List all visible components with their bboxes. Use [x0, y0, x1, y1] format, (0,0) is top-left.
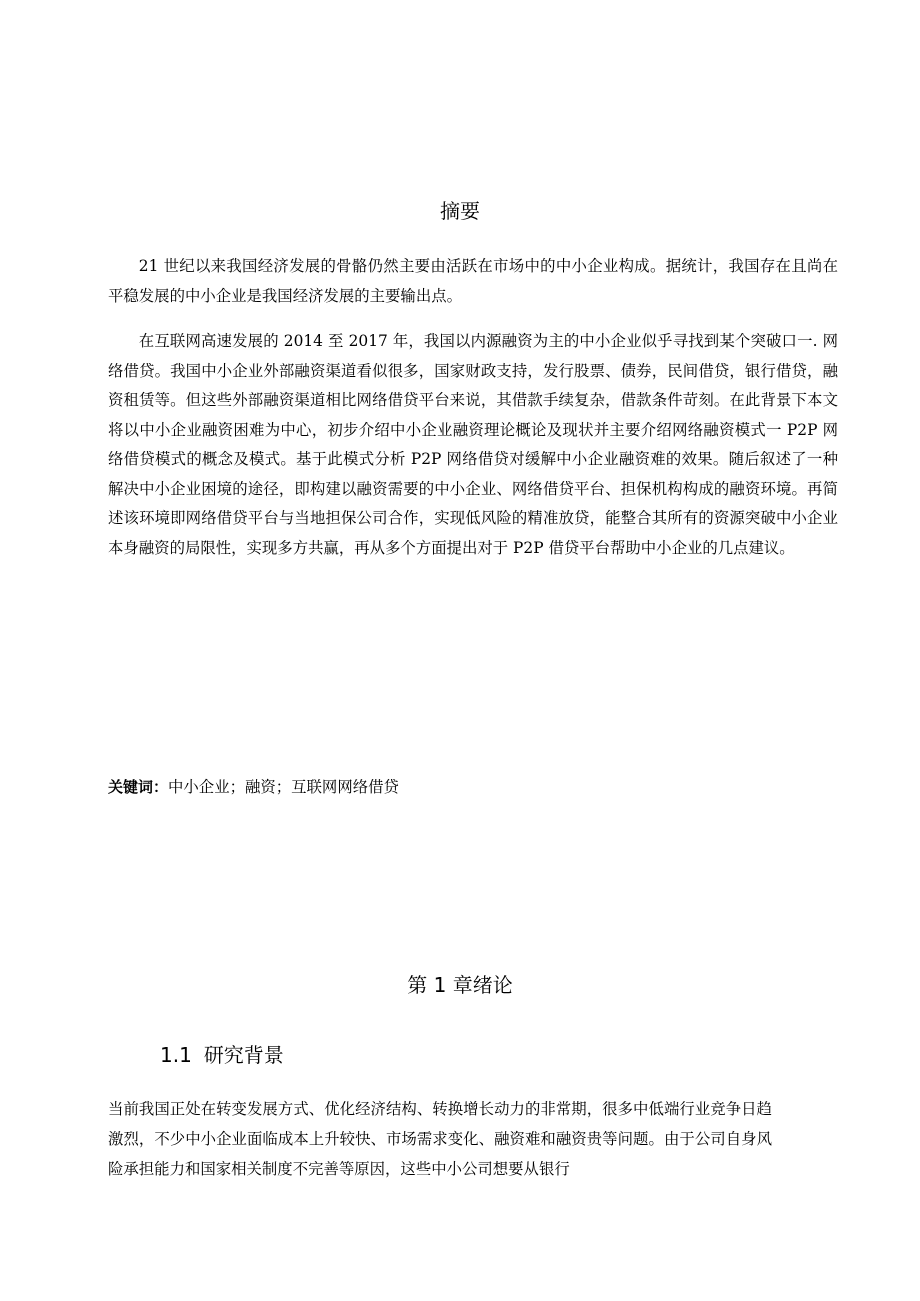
keywords-value: 中小企业；融资；互联网网络借贷: [168, 778, 399, 796]
abstract-paragraph-1: 21 世纪以来我国经济发展的骨骼仍然主要由活跃在市场中的中小企业构成。据统计，我国存在且尚在平稳发展的中小企业是我国经济发展的主要输出点。: [108, 257, 838, 305]
abstract-paragraph-2: 在互联网高速发展的 2014 至 2017 年，我国以内源融资为主的中小企业似乎寻找到某个突破口一. 网络借贷。我国中小企业外部融资渠道看似很多，国家财政支持，发行股票、债券，民间借贷，银行借贷，融资租赁等。但这些外部融资渠道相比网络借贷平台来说，其借款手续复杂，借款条件苛刻。在此背景下本文将以中小企业融资困难为中心，初步介绍中小企业融资理论概论及现状并主要介绍网络融资模式一 P2P 网络借贷模式的概念及模式。基于此模式分析 P2P 网络借贷对缓解中小企业融资难的效果。随后叙述了一种解决中小企业困境的途径，即构建以融资需要的中小企业、网络借贷平台、担保机构构成的融资环境。再简述该环境即网络借贷平台与当地担保公司合作，实现低风险的精准放贷，能整合其所有的资源突破中小企业本身融资的局限性，实现多方共赢，再从多个方面提出对于 P2P 借贷平台帮助中小企业的几点建议。: [108, 332, 838, 557]
chapter-title: 第 1 章绪论: [407, 973, 513, 997]
section-heading: [160, 1040, 284, 1070]
keywords-label: 关键词：: [108, 778, 169, 796]
section-number: 1.1: [160, 1043, 192, 1067]
keywords-line: [108, 773, 838, 801]
abstract-title: 摘要: [440, 199, 480, 223]
section-title: 研究背景: [203, 1043, 284, 1067]
section-body-paragraph: 当前我国正处在转变发展方式、优化经济结构、转换增长动力的非常期，很多中低端行业竞争日趋激烈，不少中小企业面临成本上升较快、市场需求变化、融资难和融资贵等问题。由于公司自身风险承担能力和国家相关制度不完善等原因，这些中小公司想要从银行: [108, 1100, 772, 1178]
